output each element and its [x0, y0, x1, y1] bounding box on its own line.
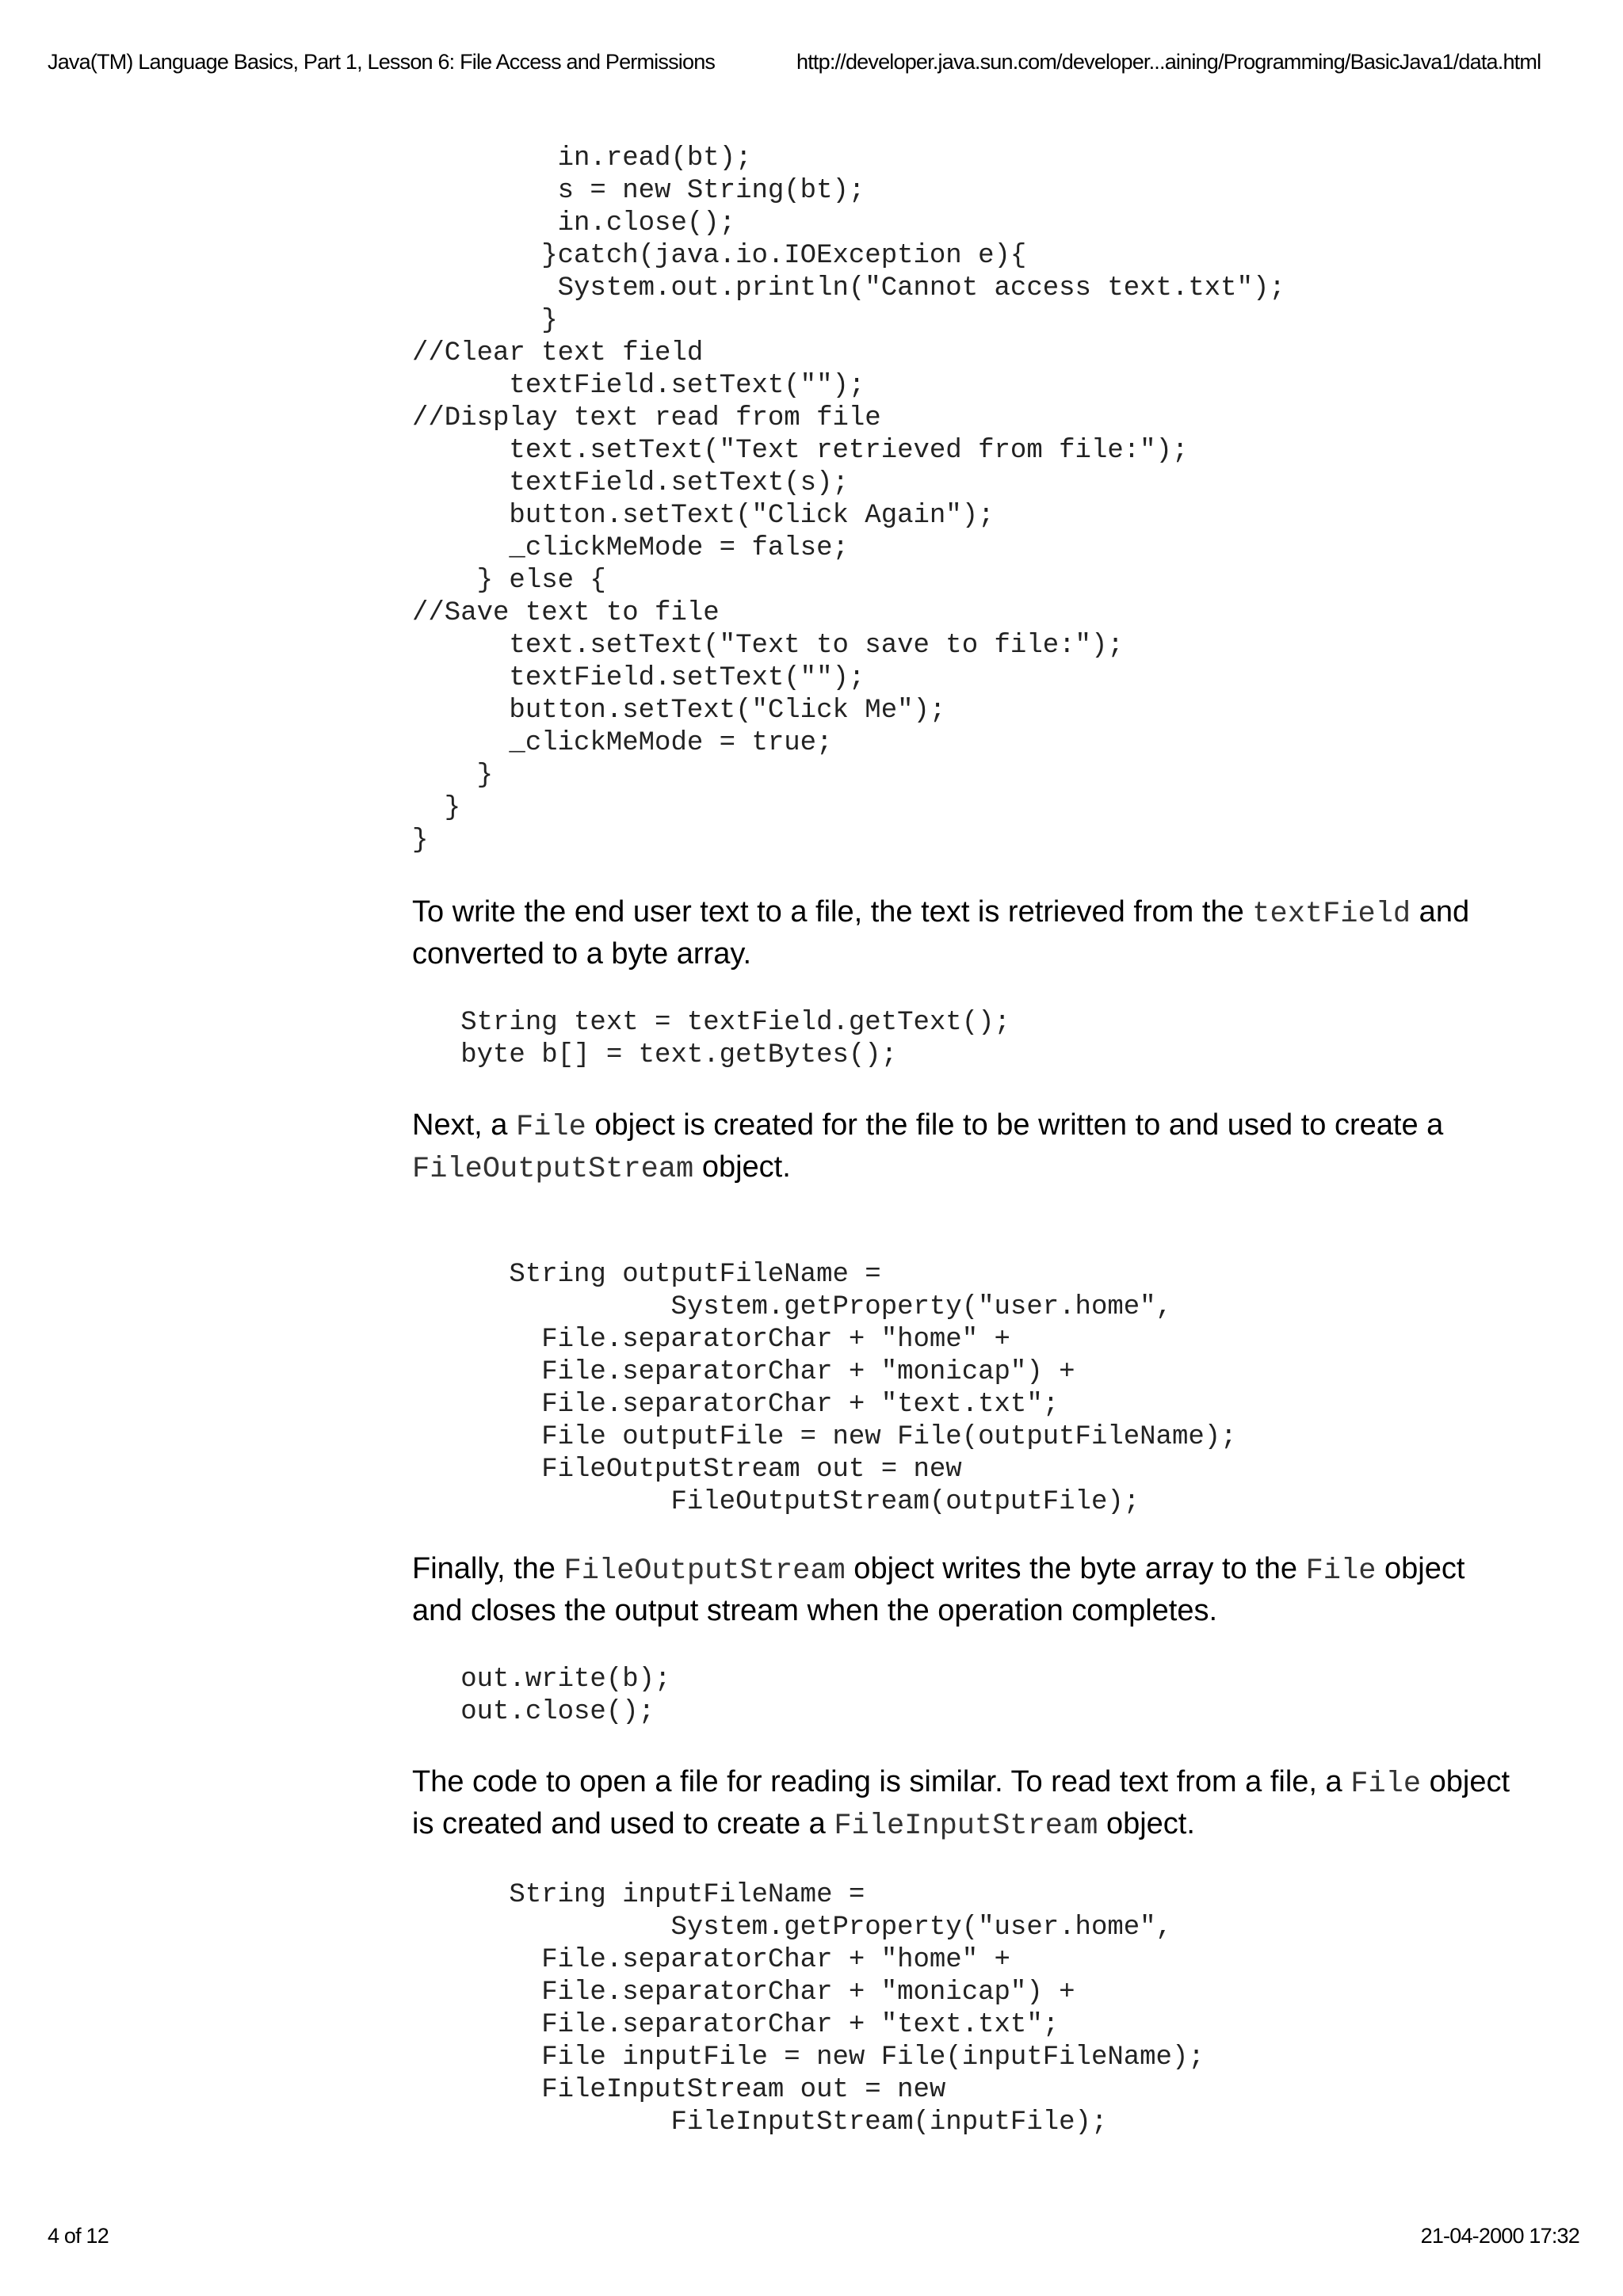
paragraph-read-file [412, 1762, 1522, 1846]
inline-code: FileInputStream [834, 1810, 1098, 1843]
inline-code: textField [1252, 898, 1411, 931]
paragraph-create-output-stream [412, 1105, 1522, 1189]
para-text: To write the end user text to a file, the text is retrieved from the [412, 895, 1253, 929]
para-text: object and closes the output stream when the operation completes. [412, 1552, 1465, 1627]
paragraph-write-close [412, 1549, 1522, 1630]
para-text: object. [693, 1150, 791, 1184]
para-text: Finally, the [412, 1552, 564, 1585]
para-text: object. [1098, 1807, 1195, 1840]
paragraph-write-text [412, 892, 1522, 974]
code-block-output-file: String outputFileName = System.getProperty("user.home", File.separatorChar + "home" + File.separatorChar + "monicap") + File.separatorChar + "text.txt"; File outputFile = new File(outputFileName); FileOutputStream out = new FileOutputStream(outputFile); [509, 1260, 1237, 1517]
para-text: Next, a [412, 1108, 516, 1142]
code-block-write-close: out.write(b); out.close(); [460, 1665, 671, 1727]
page-header-url: http://developer.java.sun.com/developer...aining/Programming/BasicJava1/data.html [796, 50, 1541, 74]
para-text: and converted to a byte array. [412, 895, 1470, 971]
code-block-input-file: String inputFileName = System.getProperty("user.home", File.separatorChar + "home" + File.separatorChar + "monicap") + File.separatorChar + "text.txt"; File inputFile = new File(inputFileName); FileInputStream out = new FileInputStream(inputFile); [509, 1880, 1205, 2138]
inline-code: File [1350, 1768, 1422, 1801]
print-datetime: 21-04-2000 17:32 [1420, 2224, 1579, 2248]
para-text: The code to open a file for reading is similar. To read text from a file, a [412, 1765, 1351, 1798]
para-text: object writes the byte array to the [845, 1552, 1306, 1585]
para-text: object is created for the file to be written to and used to create a [586, 1108, 1444, 1142]
inline-code: File [1305, 1554, 1377, 1588]
inline-code: FileOutputStream [563, 1554, 846, 1588]
page-header-title: Java(TM) Language Basics, Part 1, Lesson 6: File Access and Permissions [48, 50, 716, 74]
para-text: object is created and used to create a [412, 1765, 1510, 1840]
inline-code: FileOutputStream [412, 1153, 694, 1186]
inline-code: File [515, 1111, 586, 1144]
code-block-click-handler: in.read(bt); s = new String(bt); in.close(); }catch(java.io.IOException e){ System.out.println("Cannot access text.txt"); } //Clear text field textField.setText(""); //Display text read from file text.setText("Text retrieved from file:"); textField.setText(s); button.setText("Click Again"); _clickMeMode = false; } else { //Save text to file text.setText("Text to save to file:"); textField.setText(""); button.setText("Click Me"); _clickMeMode = true; } } } [412, 143, 1285, 856]
code-block-get-bytes: String text = textField.getText(); byte b[] = text.getBytes(); [460, 1008, 1010, 1070]
document-body [412, 143, 1522, 2139]
page-number: 4 of 12 [48, 2224, 109, 2248]
